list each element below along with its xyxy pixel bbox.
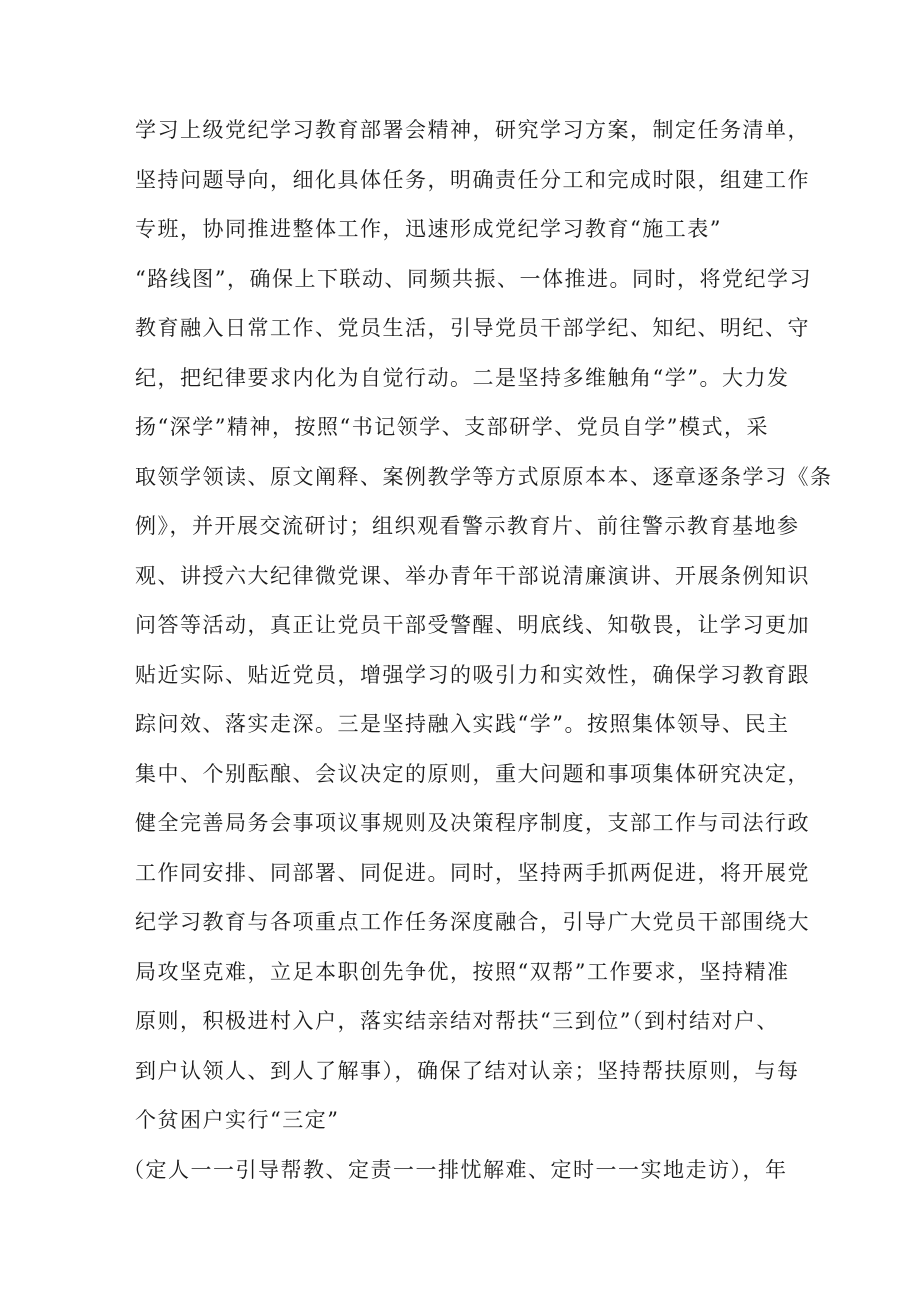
- text-line: 问答等活动，真正让党员干部受警醒、明底线、知敬畏，让学习更加: [135, 613, 810, 637]
- text-line: 个贫困户实行“三定”: [135, 1108, 340, 1132]
- text-line: 踪问效、落实走深。三是坚持融入实践“学”。按照集体领导、民主: [135, 712, 790, 736]
- text-line: 取领学领读、原文阐释、案例教学等方式原原本本、逐章逐条学习《条: [135, 464, 833, 489]
- text-line: 局攻坚克难，立足本职创先争优，按照“双帮”工作要求，坚持精准: [135, 959, 790, 984]
- text-line: 学习上级党纪学习教育部署会精神，研究学习方案，制定任务清单，: [135, 118, 810, 142]
- text-line: 贴近实际、贴近党员，增强学习的吸引力和实效性，确保学习教育跟: [135, 662, 810, 687]
- text-line: 教育融入日常工作、党员生活，引导党员干部学纪、知纪、明纪、守: [135, 316, 810, 340]
- text-line: 原则，积极进村入户，落实结亲结对帮扶“三到位”（到村结对户、: [135, 1009, 779, 1033]
- text-line: 坚持问题导向，细化具体任务，明确责任分工和完成时限，组建工作: [135, 167, 810, 192]
- text-line: “路线图”，确保上下联动、同频共振、一体推进。同时，将党纪学习: [135, 266, 812, 291]
- text-line: 集中、个别酝酿、会议决定的原则，重大问题和事项集体研究决定，: [135, 761, 810, 786]
- text-line: 纪学习教育与各项重点工作任务深度融合，引导广大党员干部围绕大: [135, 910, 810, 934]
- text-line: 到户认领人、到人了解事），确保了结对认亲；坚持帮扶原则，与每: [135, 1058, 800, 1083]
- text-line: 观、讲授六大纪律微党课、举办青年干部说清廉演讲、开展条例知识: [135, 563, 810, 588]
- text-line: 工作同安排、同部署、同促进。同时，坚持两手抓两促进，将开展党: [135, 860, 810, 885]
- body-text: [123, 106, 833, 1195]
- text-line: 健全完善局务会事项议事规则及决策程序制度，支部工作与司法行政: [135, 811, 810, 835]
- text-line: 纪，把纪律要求内化为自觉行动。二是坚持多维触角“学”。大力发: [135, 365, 790, 390]
- text-line: 例》，并开展交流研讨；组织观看警示教育片、前往警示教育基地参: [135, 514, 800, 538]
- text-line: 扬“深学”精神，按照“书记领学、支部研学、党员自学”模式，采: [135, 415, 769, 439]
- text-line: 专班，协同推进整体工作，迅速形成党纪学习教育“施工表”: [135, 217, 722, 241]
- text-line: （定人一一引导帮教、定责一一排忧解难、定时一一实地走访），年: [123, 1157, 788, 1182]
